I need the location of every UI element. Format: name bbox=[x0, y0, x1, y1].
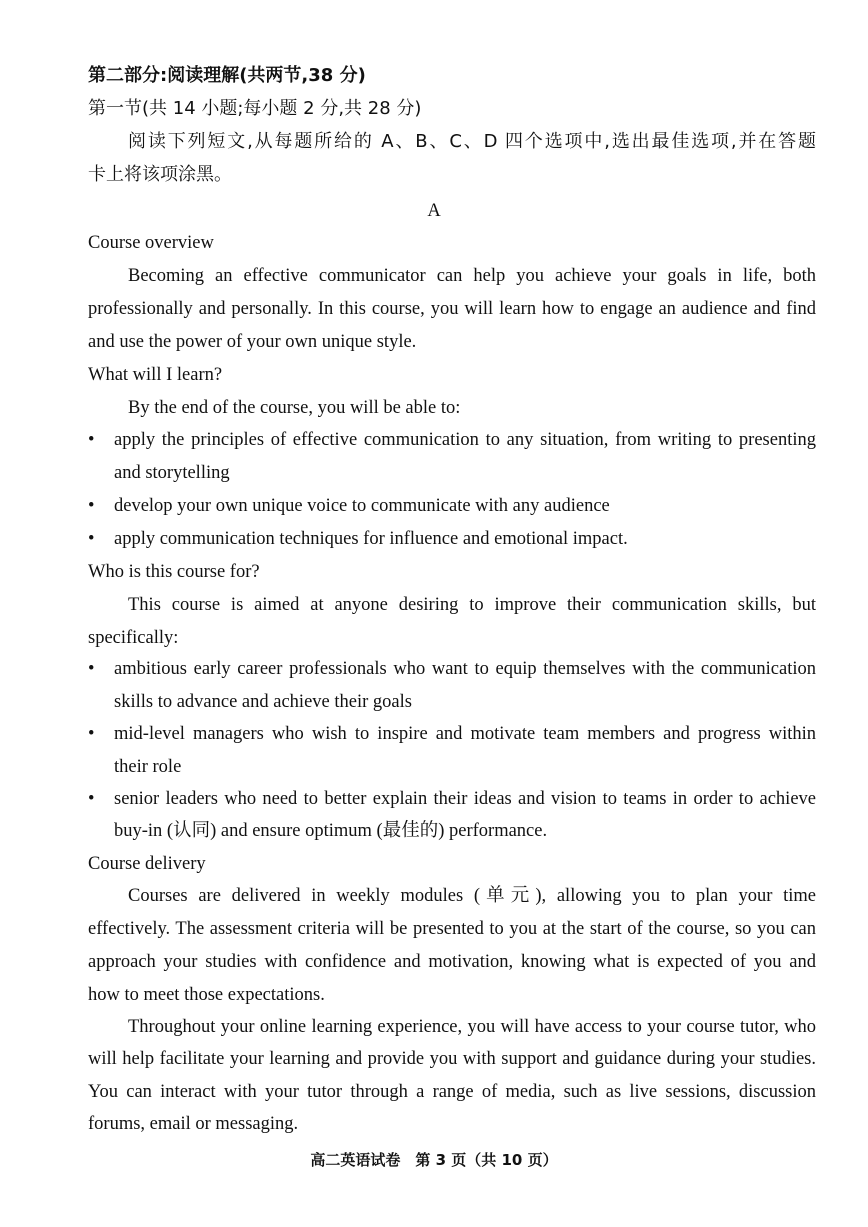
delivery-heading: Course delivery bbox=[88, 854, 206, 874]
delivery-paragraph-line: Courses are delivered in weekly modules (单元), allowing you to plan your time bbox=[128, 886, 816, 906]
bullet-continuation: skills to advance and achieve their goals bbox=[114, 692, 412, 712]
bullet-icon: • bbox=[88, 496, 95, 516]
part-title: 第二部分:阅读理解(共两节,38 分) bbox=[88, 65, 366, 86]
who-heading: Who is this course for? bbox=[88, 562, 260, 582]
bullet-continuation: and storytelling bbox=[114, 463, 230, 483]
bullet-text: apply the principles of effective communication to any situation, from writing to presenting bbox=[114, 430, 816, 450]
delivery-paragraph-line: how to meet those expectations. bbox=[88, 985, 325, 1005]
bullet-text: ambitious early career professionals who want to equip themselves with the communication bbox=[114, 659, 816, 679]
bullet-continuation: buy-in (认同) and ensure optimum (最佳的) performance. bbox=[114, 821, 548, 841]
bullet-continuation: their role bbox=[114, 757, 182, 777]
delivery-paragraph-line: You can interact with your tutor through a range of media, such as live sessions, discussion bbox=[88, 1082, 816, 1102]
delivery-paragraph-line: forums, email or messaging. bbox=[88, 1114, 299, 1134]
bullet-icon: • bbox=[88, 724, 95, 744]
delivery-paragraph-line: effectively. The assessment criteria will be presented to you at the start of the course, so you can bbox=[88, 919, 816, 939]
overview-paragraph-line: professionally and personally. In this course, you will learn how to engage an audience and find bbox=[88, 299, 816, 319]
overview-heading: Course overview bbox=[88, 233, 214, 253]
bullet-text: apply communication techniques for influence and emotional impact. bbox=[114, 529, 628, 549]
instruction-line-2: 卡上将该项涂黑。 bbox=[88, 164, 232, 185]
instruction-line-1: 阅读下列短文,从每题所给的 A、B、C、D 四个选项中,选出最佳选项,并在答题 bbox=[128, 131, 816, 152]
delivery-paragraph-line: Throughout your online learning experience, you will have access to your course tutor, who bbox=[128, 1017, 816, 1037]
overview-paragraph-line: and use the power of your own unique style. bbox=[88, 332, 417, 352]
passage-label: A bbox=[427, 201, 441, 221]
bullet-icon: • bbox=[88, 789, 95, 809]
delivery-paragraph-line: approach your studies with confidence and motivation, knowing what is expected of you and bbox=[88, 952, 816, 972]
page-footer: 高二英语试卷 第 3 页（共 10 页） bbox=[310, 1151, 558, 1169]
bullet-icon: • bbox=[88, 659, 95, 679]
who-intro-line: specifically: bbox=[88, 628, 179, 648]
bullet-icon: • bbox=[88, 529, 95, 549]
bullet-icon: • bbox=[88, 430, 95, 450]
overview-paragraph-line: Becoming an effective communicator can help you achieve your goals in life, both bbox=[128, 266, 816, 286]
section-title: 第一节(共 14 小题;每小题 2 分,共 28 分) bbox=[88, 98, 422, 119]
delivery-paragraph-line: will help facilitate your learning and provide you with support and guidance during your studies. bbox=[88, 1049, 816, 1069]
who-intro-line: This course is aimed at anyone desiring to improve their communication skills, but bbox=[128, 595, 816, 615]
learn-heading: What will I learn? bbox=[88, 365, 223, 385]
bullet-text: senior leaders who need to better explain their ideas and vision to teams in order to achieve bbox=[114, 789, 816, 809]
bullet-text: develop your own unique voice to communicate with any audience bbox=[114, 496, 610, 516]
learn-intro: By the end of the course, you will be able to: bbox=[128, 398, 461, 418]
bullet-text: mid-level managers who wish to inspire and motivate team members and progress within bbox=[114, 724, 816, 744]
